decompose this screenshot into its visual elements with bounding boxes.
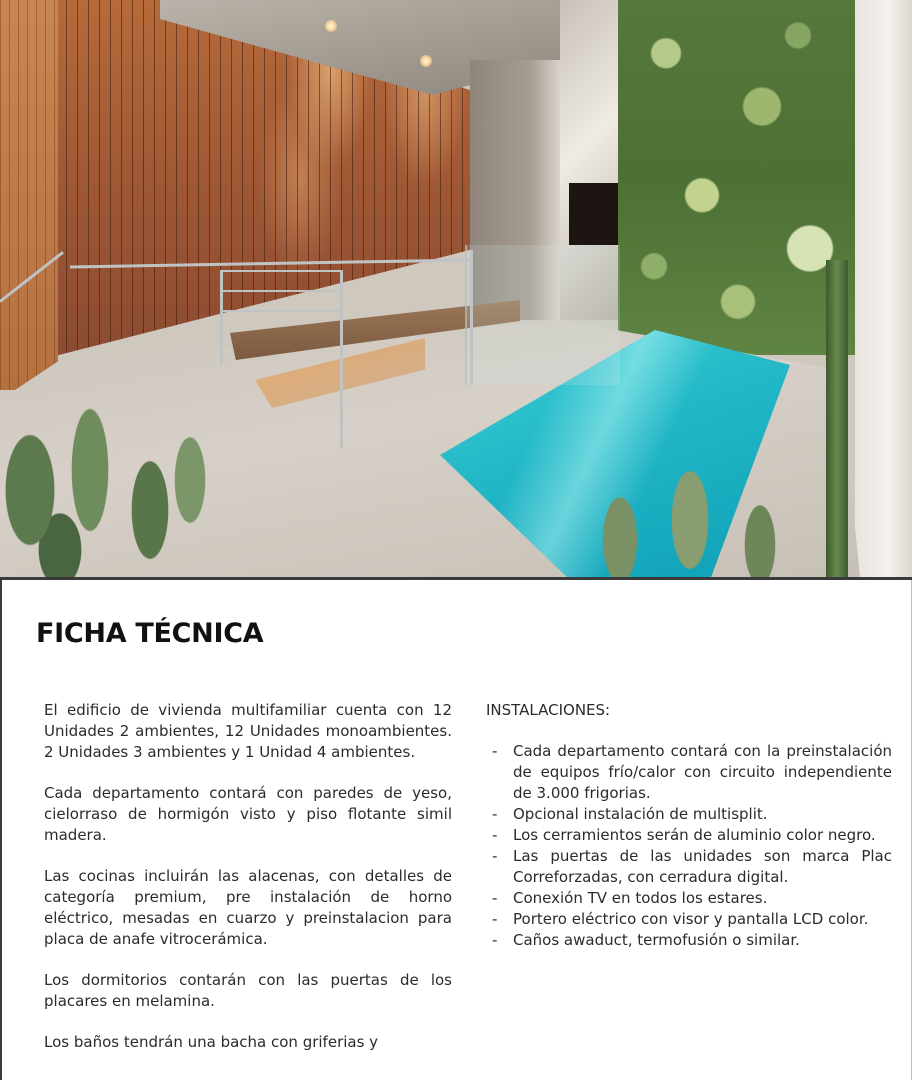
bullet-dash: -: [492, 805, 498, 823]
wood-side-wall: [0, 0, 58, 390]
paragraph-bedrooms: Los dormitorios contarán con las puertas de los placares en melamina.: [44, 971, 452, 1010]
vertical-garden: [618, 0, 858, 355]
railing-bar: [220, 290, 342, 292]
wall-tv: [569, 183, 621, 245]
list-item-text: Las puertas de las unidades son marca Plac Correforzadas, con cerradura digital.: [513, 847, 892, 886]
bullet-dash: -: [492, 910, 498, 928]
paragraph-finishes: Cada departamento contará con paredes de yeso, cielorraso de hormigón visto y piso flotante simil madera.: [44, 784, 452, 844]
list-item-text: Los cerramientos serán de aluminio color negro.: [513, 826, 876, 844]
list-item: [486, 741, 892, 804]
railing-bar: [220, 310, 342, 312]
technical-sheet: [0, 580, 912, 1080]
railing-post: [470, 250, 473, 385]
railing-bar: [220, 270, 342, 272]
glass-railing: [465, 245, 620, 385]
hedge-planter: [826, 260, 848, 578]
installations-column: [486, 700, 892, 951]
palm-plant-left: [0, 370, 240, 578]
installations-heading: INSTALACIONES:: [486, 701, 611, 719]
bullet-dash: -: [492, 889, 498, 907]
list-item-text: Conexión TV en todos los estares.: [513, 889, 768, 907]
railing-post: [340, 270, 343, 448]
list-item-text: Caños awaduct, termofusión o similar.: [513, 931, 800, 949]
white-side-wall: [855, 0, 912, 578]
list-item: [486, 909, 892, 930]
paragraph-bathrooms: Los baños tendrán una bacha con griferias y: [44, 1033, 379, 1051]
bullet-dash: -: [492, 847, 498, 865]
page-title: FICHA TÉCNICA: [36, 618, 264, 649]
list-item-text: Portero eléctrico con visor y pantalla LCD color.: [513, 910, 869, 928]
list-item: [486, 846, 892, 888]
list-item: [486, 804, 892, 825]
bullet-dash: -: [492, 742, 498, 760]
list-item-text: Cada departamento contará con la preinstalación de equipos frío/calor con circuito independiente de 3.000 frigorias.: [513, 742, 892, 802]
list-item: [486, 888, 892, 909]
railing-post: [220, 270, 223, 365]
bullet-dash: -: [492, 931, 498, 949]
palm-plant-right: [560, 460, 820, 578]
installations-list: [486, 741, 892, 951]
bullet-dash: -: [492, 826, 498, 844]
ceiling-light-icon: [420, 55, 432, 67]
paragraph-kitchens: Las cocinas incluirán las alacenas, con detalles de categoría premium, pre instalación de horno eléctrico, mesadas en cuarzo y preinstalacion para placa de anafe vitrocerámica.: [44, 867, 452, 948]
paragraph-units: El edificio de vivienda multifamiliar cuenta con 12 Unidades 2 ambientes, 12 Unidades monoambientes. 2 Unidades 3 ambientes y 1 Unidad 4 ambientes.: [44, 701, 452, 761]
description-column: [44, 700, 452, 1073]
list-item: [486, 930, 892, 951]
list-item: [486, 825, 892, 846]
ceiling-light-icon: [325, 20, 337, 32]
list-item-text: Opcional instalación de multisplit.: [513, 805, 768, 823]
